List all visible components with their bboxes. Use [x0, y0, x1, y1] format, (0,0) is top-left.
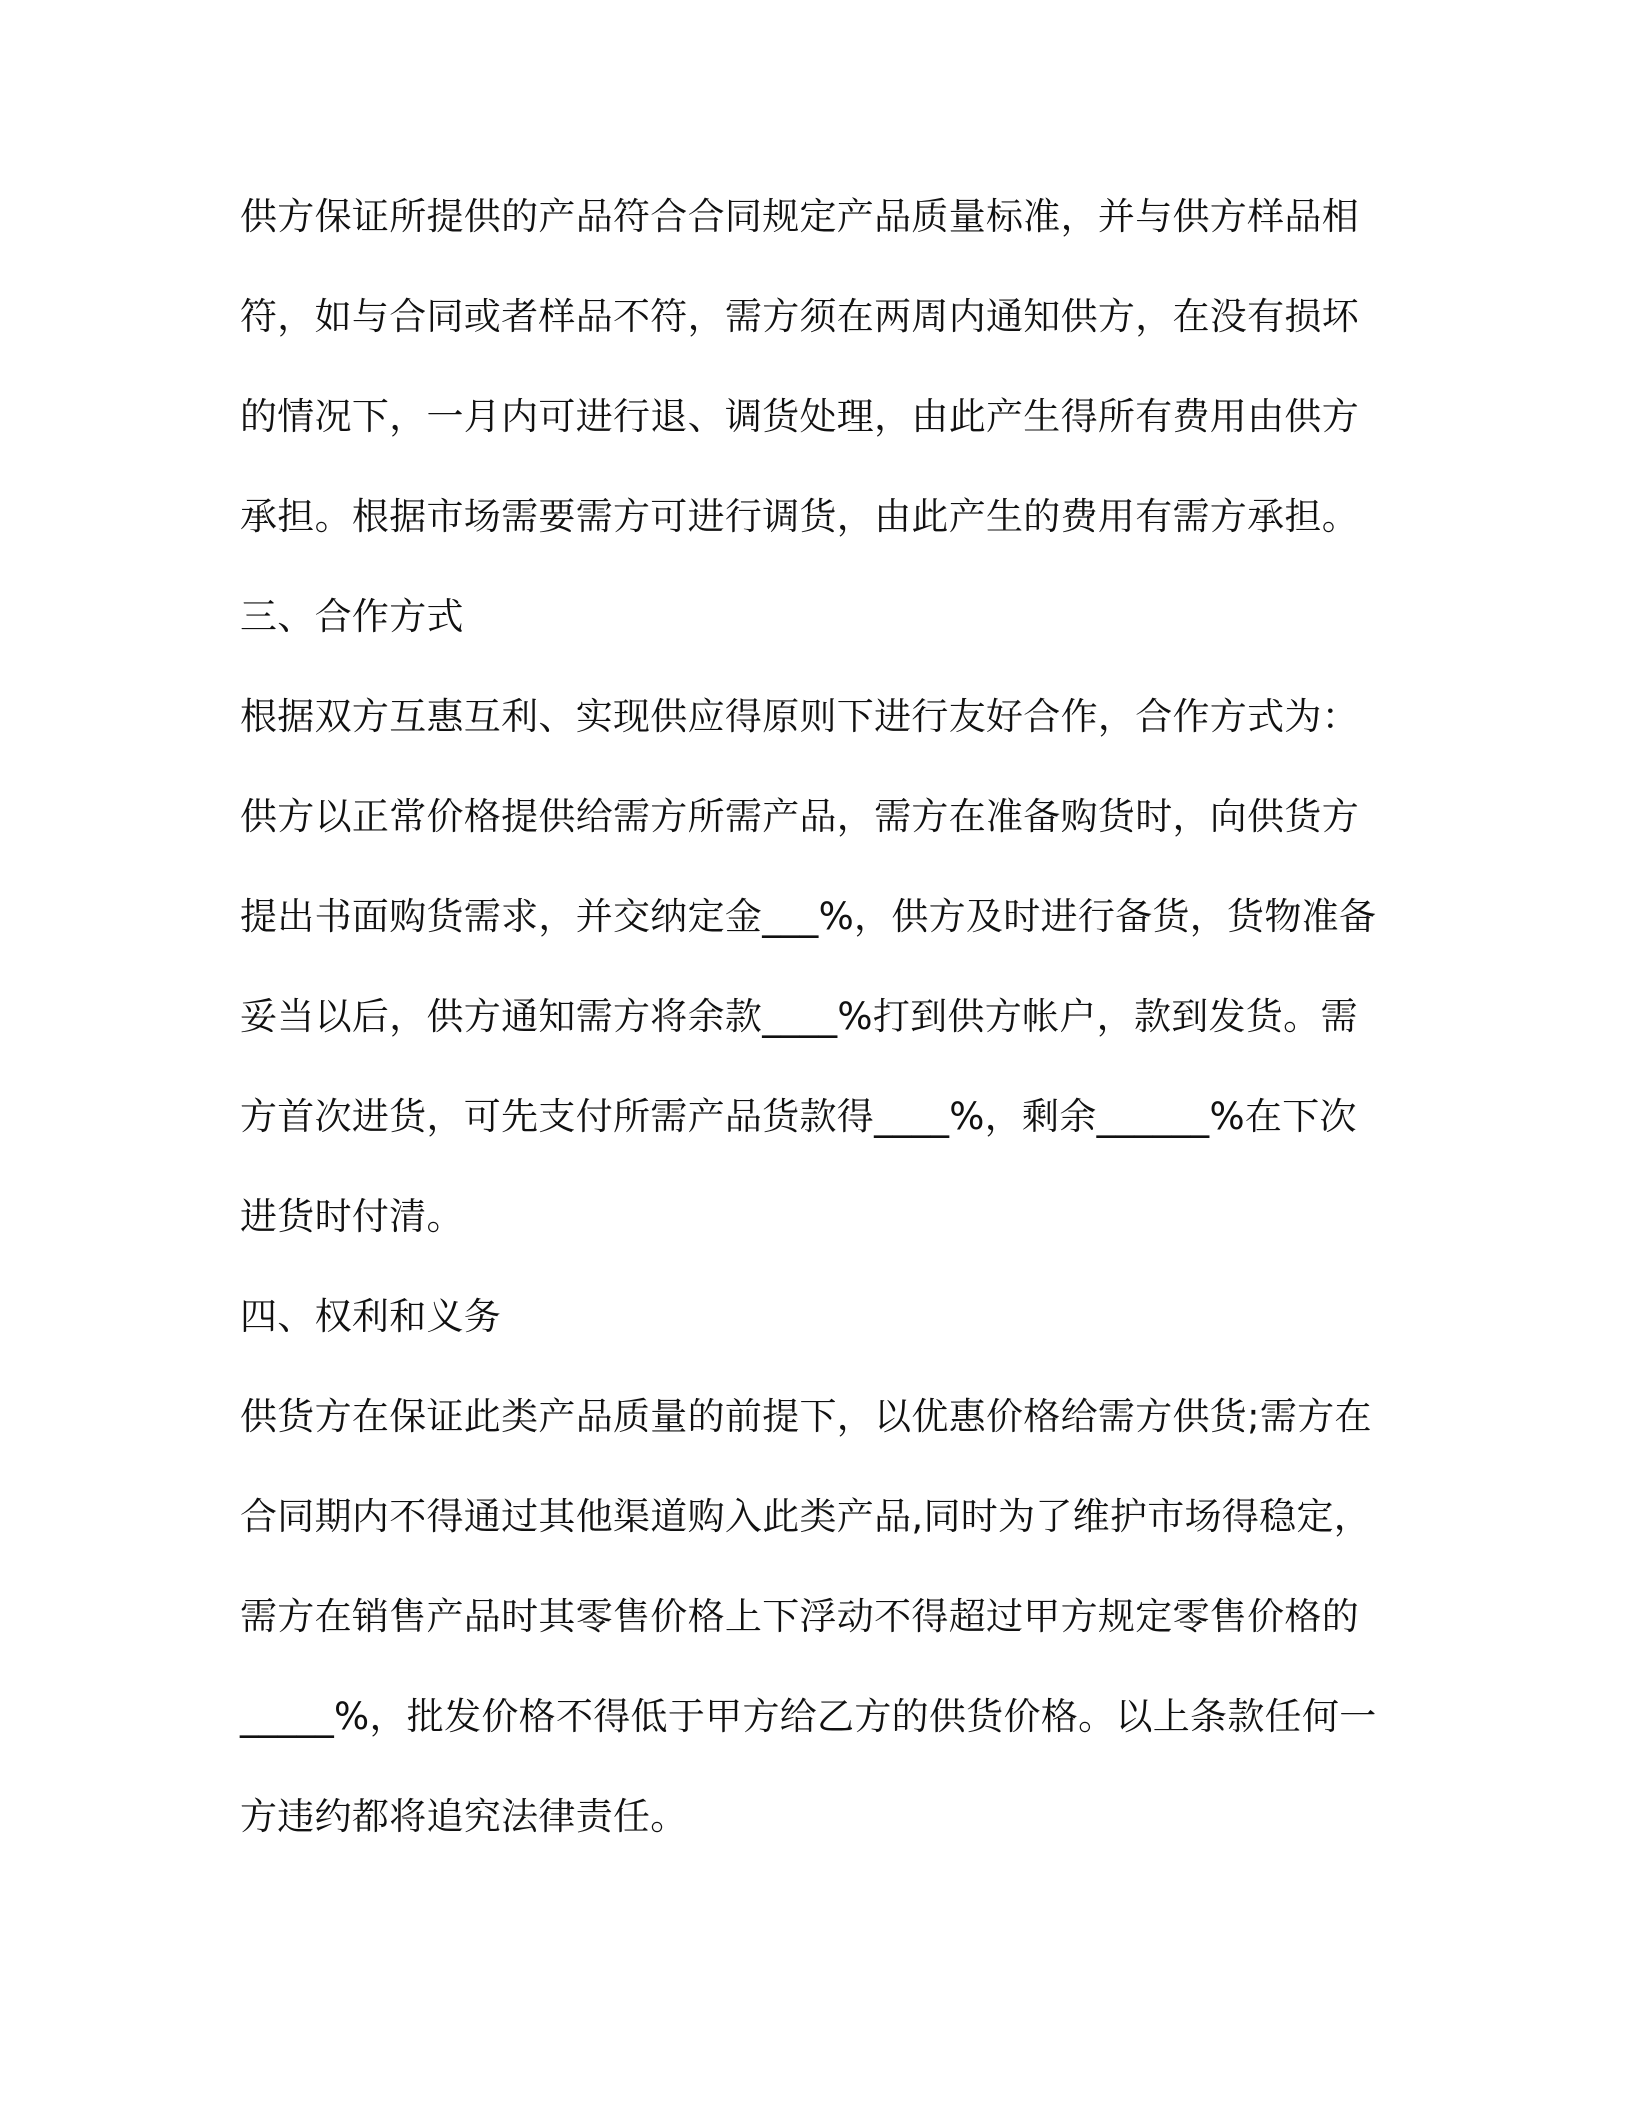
paragraph-line: 供方保证所提供的产品符合合同规定产品质量标准，并与供方样品相 [240, 195, 1359, 238]
section-heading-rights-obligations: 四、权利和义务 [240, 1295, 502, 1338]
paragraph-line: 方违约都将追究法律责任。 [240, 1795, 688, 1838]
paragraph-line: 方首次进货，可先支付所需产品货款得____%，剩余______%在下次 [240, 1095, 1357, 1138]
paragraph-line: 供方以正常价格提供给需方所需产品，需方在准备购货时，向供货方 [240, 795, 1359, 838]
paragraph-line: 提出书面购货需求，并交纳定金___%，供方及时进行备货，货物准备 [240, 895, 1377, 938]
paragraph-line: 承担。根据市场需要需方可进行调货，由此产生的费用有需方承担。 [240, 495, 1359, 538]
paragraph-line: 妥当以后，供方通知需方将余款____%打到供方帐户，款到发货。需 [240, 995, 1358, 1038]
paragraph-line: 的情况下，一月内可进行退、调货处理，由此产生得所有费用由供方 [240, 395, 1359, 438]
paragraph-line: 进货时付清。 [240, 1195, 464, 1238]
paragraph-line: 供货方在保证此类产品质量的前提下，以优惠价格给需方供货;需方在 [240, 1395, 1372, 1438]
paragraph-line: 根据双方互惠互利、实现供应得原则下进行友好合作，合作方式为： [240, 695, 1359, 738]
paragraph-line: 合同期内不得通过其他渠道购入此类产品,同时为了维护市场得稳定， [240, 1495, 1372, 1538]
section-heading-cooperation: 三、合作方式 [240, 595, 464, 638]
paragraph-line: _____%，批发价格不得低于甲方给乙方的供货价格。以上条款任何一 [240, 1695, 1377, 1738]
paragraph-line: 需方在销售产品时其零售价格上下浮动不得超过甲方规定零售价格的 [240, 1595, 1359, 1638]
paragraph-line: 符，如与合同或者样品不符，需方须在两周内通知供方，在没有损坏 [240, 295, 1359, 338]
